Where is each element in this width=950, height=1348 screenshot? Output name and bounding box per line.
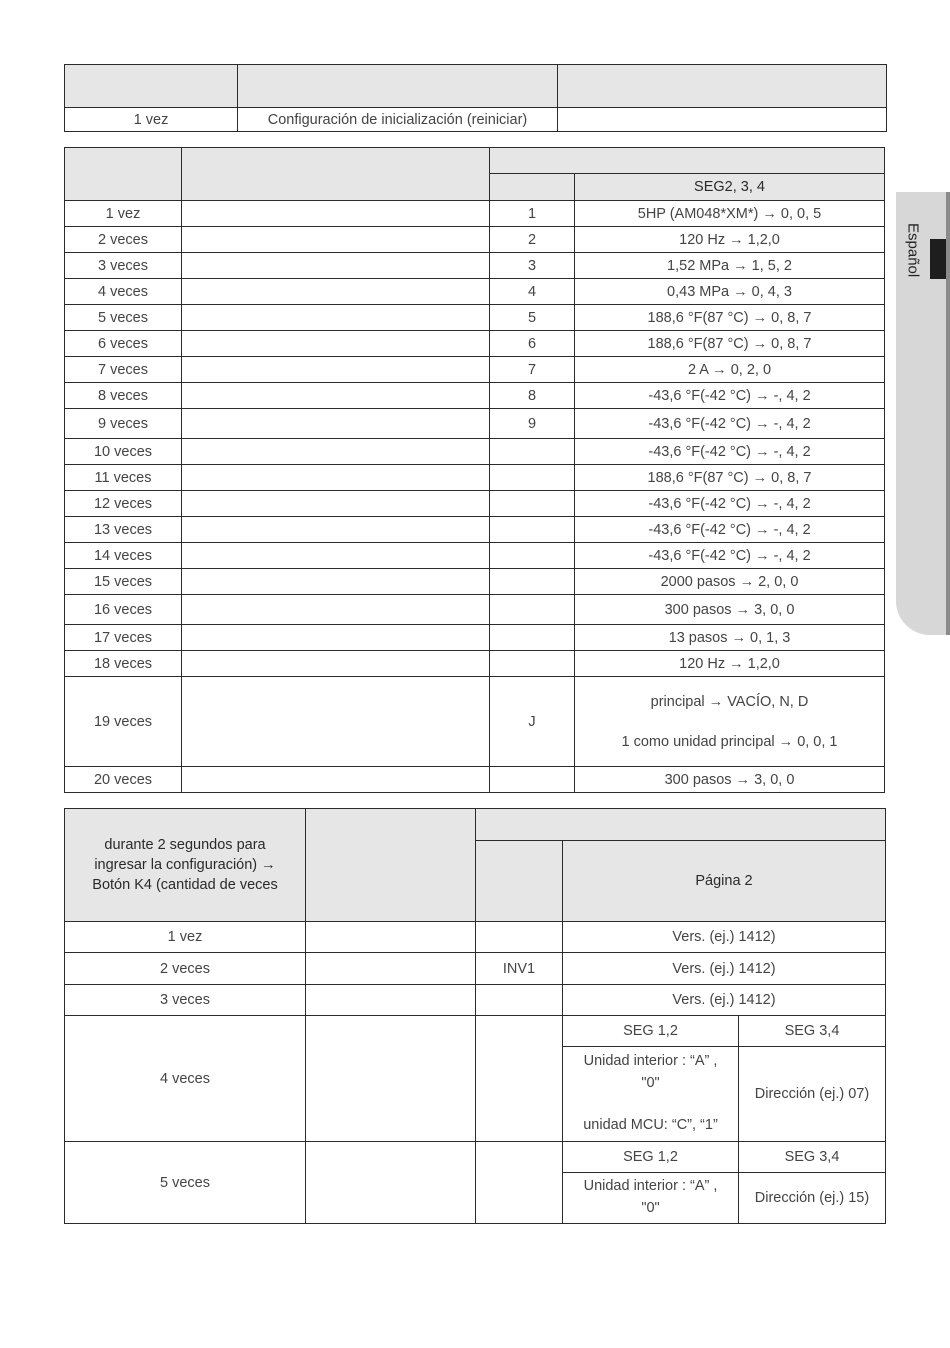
- count-cell: 2 veces: [65, 953, 306, 985]
- empty-cell: [306, 1142, 476, 1224]
- empty-cell: [306, 985, 476, 1016]
- seg1-cell: 1: [490, 201, 575, 227]
- seg1-cell: [490, 439, 575, 465]
- unit-mcu-text: unidad MCU: “C”, “1”: [583, 1116, 718, 1133]
- seg234-cell: 0,43 MPa → 0, 4, 3: [575, 279, 885, 305]
- value-line: 1 como unidad principal → 0, 0, 1: [621, 733, 838, 750]
- header-cell: [238, 65, 558, 108]
- seg234-cell: -43,6 °F(-42 °C) → -, 4, 2: [575, 517, 885, 543]
- table-row: [65, 677, 885, 767]
- seg234-cell: 188,6 °F(87 °C) → 0, 8, 7: [575, 465, 885, 491]
- header-cell: [490, 174, 575, 201]
- unit-cell: [563, 1047, 739, 1142]
- seg234-cell: -43,6 °F(-42 °C) → -, 4, 2: [575, 383, 885, 409]
- empty-cell: [182, 201, 490, 227]
- empty-cell: [182, 227, 490, 253]
- header-cell: [306, 809, 476, 922]
- seg1-cell: [490, 767, 575, 793]
- count-cell: 17 veces: [65, 625, 182, 651]
- table-row: [65, 383, 885, 409]
- empty-cell: [476, 1142, 563, 1224]
- count-cell: 19 veces: [65, 677, 182, 767]
- seg-cell: [476, 922, 563, 953]
- seg1-cell: 4: [490, 279, 575, 305]
- empty-cell: [476, 1016, 563, 1142]
- seg34-cell: SEG 3,4: [739, 1016, 886, 1047]
- seg234-cell: -43,6 °F(-42 °C) → -, 4, 2: [575, 409, 885, 439]
- seg1-cell: 3: [490, 253, 575, 279]
- table-row: [65, 357, 885, 383]
- seg234-cell: 188,6 °F(87 °C) → 0, 8, 7: [575, 305, 885, 331]
- table-row: [65, 491, 885, 517]
- description-cell: Configuración de inicialización (reiniciar): [238, 108, 558, 132]
- count-cell: 4 veces: [65, 1016, 306, 1142]
- seg1-cell: 9: [490, 409, 575, 439]
- count-cell: 1 vez: [65, 201, 182, 227]
- header-cell: [182, 148, 490, 201]
- table-row: [65, 767, 885, 793]
- table-row: [65, 651, 885, 677]
- count-cell: 8 veces: [65, 383, 182, 409]
- address-cell: Dirección (ej.) 07): [739, 1047, 886, 1142]
- seg-cell: [476, 985, 563, 1016]
- tab-edge: [946, 192, 950, 635]
- seg234-cell: -43,6 °F(-42 °C) → -, 4, 2: [575, 439, 885, 465]
- empty-cell: [182, 357, 490, 383]
- seg1-cell: [490, 465, 575, 491]
- table-body: [65, 201, 885, 677]
- seg1-cell: 8: [490, 383, 575, 409]
- display-settings-table: [64, 147, 885, 793]
- count-cell: 13 veces: [65, 517, 182, 543]
- empty-cell: [182, 491, 490, 517]
- count-cell: 3 veces: [65, 253, 182, 279]
- seg1-cell: 7: [490, 357, 575, 383]
- seg1-cell: [490, 491, 575, 517]
- unit-indoor-text: Unidad interior : “A” , "0": [583, 1178, 718, 1216]
- table-header-row: [65, 809, 886, 841]
- empty-cell: [182, 543, 490, 569]
- count-cell: 7 veces: [65, 357, 182, 383]
- count-cell: 2 veces: [65, 227, 182, 253]
- seg234-cell: 2 A → 0, 2, 0: [575, 357, 885, 383]
- table-row: [65, 227, 885, 253]
- seg-cell: INV1: [476, 953, 563, 985]
- table-row: [65, 543, 885, 569]
- seg1-cell: [490, 517, 575, 543]
- seg234-cell: 5HP (AM048*XM*) → 0, 0, 5: [575, 201, 885, 227]
- seg1-cell: [490, 543, 575, 569]
- address-cell: Dirección (ej.) 15): [739, 1173, 886, 1224]
- table-body: [65, 922, 886, 1016]
- seg1-cell: 6: [490, 331, 575, 357]
- seg1-cell: [490, 625, 575, 651]
- table-row: [65, 569, 885, 595]
- table-row: [65, 465, 885, 491]
- value-line: principal → VACÍO, N, D: [650, 693, 809, 710]
- empty-cell: [182, 409, 490, 439]
- table-row: [65, 625, 885, 651]
- count-cell: 6 veces: [65, 331, 182, 357]
- count-cell: 4 veces: [65, 279, 182, 305]
- empty-cell: [306, 922, 476, 953]
- empty-cell: [182, 517, 490, 543]
- seg234-cell: 13 pasos → 0, 1, 3: [575, 625, 885, 651]
- language-tab: [896, 192, 950, 635]
- seg1-cell: J: [490, 677, 575, 767]
- header-cell: [65, 65, 238, 108]
- header-cell: [490, 148, 885, 174]
- count-cell: 16 veces: [65, 595, 182, 625]
- count-cell: 12 veces: [65, 491, 182, 517]
- version-address-table: [64, 808, 886, 1224]
- table-row: [65, 331, 885, 357]
- language-label: Español: [904, 222, 922, 278]
- count-cell: 11 veces: [65, 465, 182, 491]
- seg234-cell: 2000 pasos → 2, 0, 0: [575, 569, 885, 595]
- count-cell: 18 veces: [65, 651, 182, 677]
- seg234-cell: -43,6 °F(-42 °C) → -, 4, 2: [575, 491, 885, 517]
- count-cell: 10 veces: [65, 439, 182, 465]
- button-count-header: durante 2 segundos para ingresar la configuración) → Botón K4 (cantidad de veces: [65, 809, 306, 922]
- table-row: [65, 409, 885, 439]
- count-cell: 1 vez: [65, 922, 306, 953]
- table-row: [65, 108, 887, 132]
- version-cell: Vers. (ej.) 1412): [563, 985, 886, 1016]
- count-cell: 9 veces: [65, 409, 182, 439]
- table-row: [65, 953, 886, 985]
- version-cell: Vers. (ej.) 1412): [563, 953, 886, 985]
- seg234-cell: 188,6 °F(87 °C) → 0, 8, 7: [575, 331, 885, 357]
- empty-cell: [182, 651, 490, 677]
- seg1-cell: [490, 569, 575, 595]
- seg34-cell: SEG 3,4: [739, 1142, 886, 1173]
- table-row: [65, 279, 885, 305]
- seg234-cell: [575, 677, 885, 767]
- seg234-cell: -43,6 °F(-42 °C) → -, 4, 2: [575, 543, 885, 569]
- seg12-cell: SEG 1,2: [563, 1016, 739, 1047]
- count-cell: 5 veces: [65, 305, 182, 331]
- seg234-cell: 300 pasos → 3, 0, 0: [575, 595, 885, 625]
- empty-cell: [182, 253, 490, 279]
- table-row: [65, 253, 885, 279]
- seg234-cell: 300 pasos → 3, 0, 0: [575, 767, 885, 793]
- seg234-cell: 1,52 MPa → 1, 5, 2: [575, 253, 885, 279]
- empty-cell: [306, 1016, 476, 1142]
- table-row: [65, 201, 885, 227]
- unit-cell: [563, 1173, 739, 1224]
- table-header-row: [65, 148, 885, 174]
- seg234-cell: 120 Hz → 1,2,0: [575, 227, 885, 253]
- count-cell: 15 veces: [65, 569, 182, 595]
- seg1-cell: 2: [490, 227, 575, 253]
- empty-cell: [182, 465, 490, 491]
- reset-table-header: [65, 65, 887, 108]
- seg1-cell: 5: [490, 305, 575, 331]
- page-header: Página 2: [563, 841, 886, 922]
- seg1-cell: [490, 651, 575, 677]
- header-cell: [476, 841, 563, 922]
- header-cell: [476, 809, 886, 841]
- reset-table: [64, 64, 887, 132]
- table-row: [65, 1016, 886, 1047]
- empty-cell: [182, 677, 490, 767]
- empty-cell: [182, 595, 490, 625]
- empty-cell: [182, 305, 490, 331]
- seg-header: SEG2, 3, 4: [575, 174, 885, 201]
- count-cell: 20 veces: [65, 767, 182, 793]
- empty-cell: [182, 439, 490, 465]
- table-row: [65, 985, 886, 1016]
- empty-cell: [182, 383, 490, 409]
- unit-indoor-text: Unidad interior : “A” , "0": [583, 1053, 718, 1092]
- header-cell: [65, 148, 182, 201]
- count-cell: 14 veces: [65, 543, 182, 569]
- empty-cell: [182, 279, 490, 305]
- seg234-cell: 120 Hz → 1,2,0: [575, 651, 885, 677]
- table-row: [65, 922, 886, 953]
- table-row: [65, 305, 885, 331]
- empty-cell: [182, 569, 490, 595]
- count-cell: 5 veces: [65, 1142, 306, 1224]
- table-row: [65, 595, 885, 625]
- seg12-cell: SEG 1,2: [563, 1142, 739, 1173]
- header-cell: [558, 65, 887, 108]
- table-row: [65, 517, 885, 543]
- empty-cell: [182, 625, 490, 651]
- seg1-cell: [490, 595, 575, 625]
- empty-cell: [182, 331, 490, 357]
- result-cell: [558, 108, 887, 132]
- empty-cell: [182, 767, 490, 793]
- version-cell: Vers. (ej.) 1412): [563, 922, 886, 953]
- table-row: [65, 1142, 886, 1173]
- count-cell: 3 veces: [65, 985, 306, 1016]
- table-row: [65, 439, 885, 465]
- count-cell: 1 vez: [65, 108, 238, 132]
- section-marker: [930, 239, 946, 279]
- empty-cell: [306, 953, 476, 985]
